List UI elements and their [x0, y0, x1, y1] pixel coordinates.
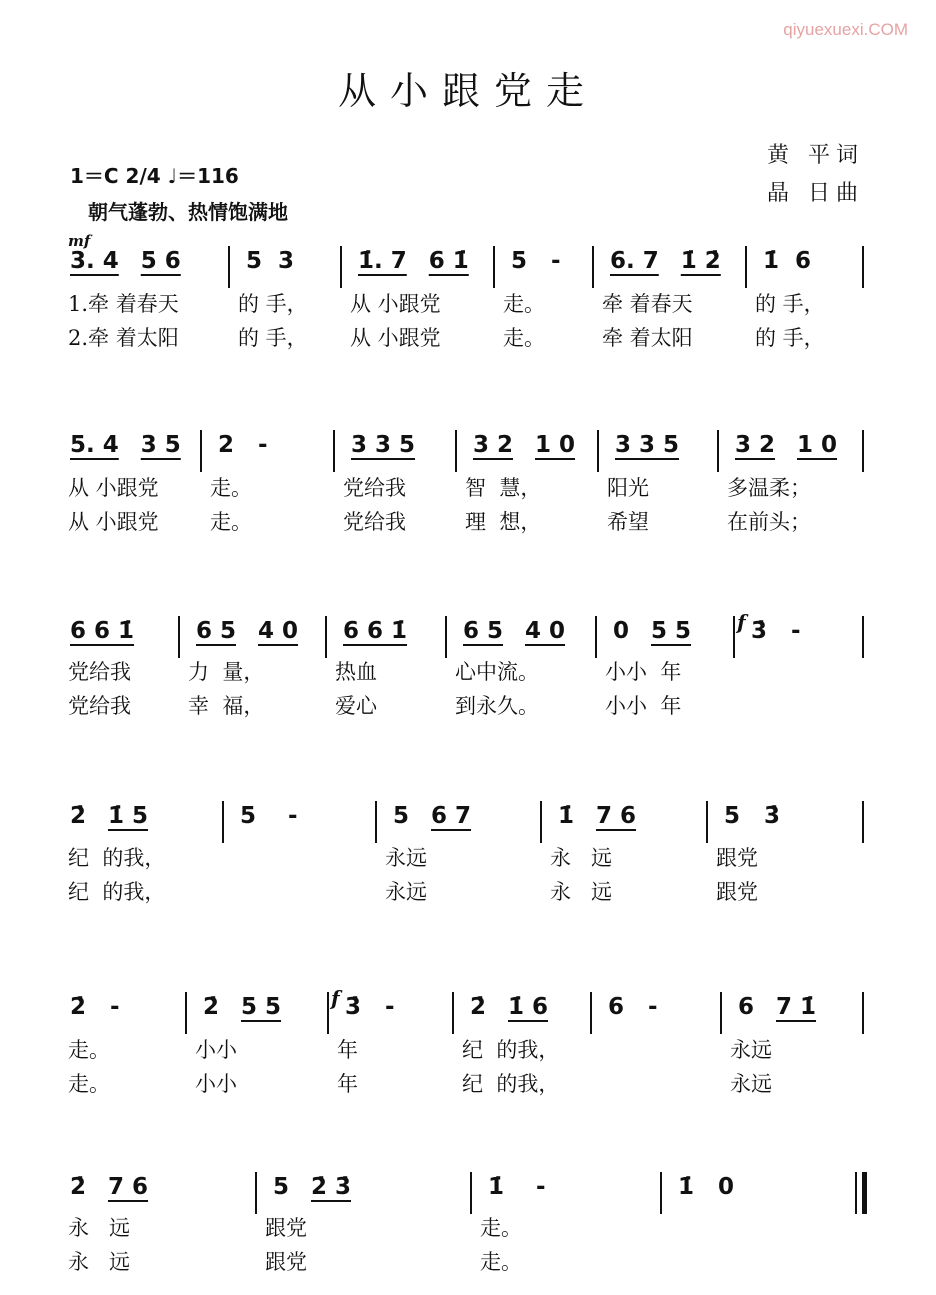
music-row	[0, 430, 936, 540]
lyric-verse-1: 从 小跟党	[68, 476, 159, 500]
lyric-verse-2: 从 小跟党	[350, 326, 441, 350]
barline	[255, 1172, 257, 1214]
note-group: 4 0	[258, 618, 299, 644]
barline	[325, 616, 327, 658]
barline	[333, 430, 335, 472]
measure	[70, 994, 120, 1020]
barline	[595, 616, 597, 658]
measure	[488, 1174, 546, 1200]
music-row	[0, 246, 936, 356]
measure	[558, 803, 636, 829]
note-group: 5 5	[241, 994, 282, 1020]
barline	[660, 1172, 662, 1214]
note-group: 1̇ 2̇	[680, 248, 721, 274]
lyric-verse-1: 1.牵 着春天	[68, 292, 179, 316]
note-group: 2 -	[218, 432, 268, 458]
lyric-verse-2: 走。	[210, 510, 252, 534]
lyric-verse-2: 走。	[480, 1250, 522, 1274]
lyric-verse-2: 纪 的我，	[68, 880, 166, 904]
measure	[735, 432, 837, 458]
lyric-verse-1: 走。	[68, 1038, 110, 1062]
lyric-verse-1: 力 量，	[188, 660, 265, 684]
lyric-verse-1: 永 远	[550, 846, 613, 870]
note-group: 7 6	[108, 1174, 149, 1200]
song-title: 从小跟党走	[337, 69, 598, 113]
lyric-verse-2: 的 手，	[238, 326, 308, 350]
measure	[196, 618, 298, 644]
barline	[733, 616, 735, 658]
lyric-verse-2: 年	[337, 1072, 358, 1096]
note-group: 1 0	[535, 432, 576, 458]
lyric-verse-2: 走。	[503, 326, 545, 350]
note-group: 1̇ 5	[108, 803, 149, 829]
note-group: 5 -	[240, 803, 298, 829]
lyric-verse-1: 小小	[195, 1038, 237, 1062]
lyric-verse-2: 到永久。	[455, 694, 539, 718]
note-group: 3 2	[735, 432, 776, 458]
key-signature: 1＝C 2/4 ♩＝116	[70, 164, 239, 188]
lyric-verse-2: 牵 着太阳	[602, 326, 693, 350]
lyric-verse-1: 跟党	[716, 846, 758, 870]
note-group: 3 2	[473, 432, 514, 458]
dynamic-f: f	[737, 610, 746, 634]
barline	[717, 430, 719, 472]
composer-credit: 晶 日曲	[767, 181, 864, 206]
barline	[178, 616, 180, 658]
dynamic-mf: mf	[68, 232, 91, 250]
lyric-verse-2: 幸 福，	[188, 694, 265, 718]
lyric-verse-1: 纪 的我，	[68, 846, 166, 870]
measure	[613, 618, 691, 644]
music-row	[0, 986, 936, 1102]
barline	[597, 430, 599, 472]
note-group: 6. 7	[610, 248, 659, 274]
note-group: 6 5	[463, 618, 504, 644]
barline	[862, 992, 864, 1034]
lyric-verse-1: 党给我	[68, 660, 131, 684]
measure	[738, 994, 816, 1020]
barline	[375, 801, 377, 843]
measure	[343, 618, 407, 644]
lyric-verse-1: 永 远	[68, 1216, 131, 1240]
note-group: 6 -	[608, 994, 658, 1020]
note-group: 5 3̇	[724, 803, 781, 829]
lyric-verse-2: 永远	[385, 880, 427, 904]
note-group: 2̇	[203, 994, 220, 1020]
measure	[463, 618, 565, 644]
measure	[358, 248, 469, 274]
note-group: 6 6 1̇	[343, 618, 408, 644]
barline	[862, 616, 864, 658]
lyric-verse-1: 年	[337, 1038, 358, 1062]
lyric-verse-2: 永 远	[550, 880, 613, 904]
measure	[70, 618, 134, 644]
tempo-mark: 朝气蓬勃、热情饱满地	[88, 200, 288, 224]
barline	[327, 992, 329, 1034]
note-group: 3 3 5	[351, 432, 416, 458]
barline	[540, 801, 542, 843]
lyric-verse-1: 跟党	[265, 1216, 307, 1240]
measure	[70, 432, 181, 458]
lyric-verse-2: 理 想，	[465, 510, 542, 534]
note-group: 1̇	[558, 803, 575, 829]
measure	[218, 432, 268, 458]
lyric-verse-2: 小小	[195, 1072, 237, 1096]
note-group: 7 1̇	[776, 994, 817, 1020]
lyricist-credit: 黄 平词	[767, 143, 864, 168]
note-group: 5 5	[651, 618, 692, 644]
measure	[724, 803, 780, 829]
barline	[222, 801, 224, 843]
note-group: 5 6	[140, 248, 181, 274]
note-group: 3̇ -	[345, 994, 395, 1020]
lyric-verse-1: 走。	[480, 1216, 522, 1240]
measure	[608, 994, 658, 1020]
lyric-verse-2: 2.牵 着太阳	[68, 326, 179, 350]
measure	[240, 803, 298, 829]
barline	[493, 246, 495, 288]
barline	[590, 992, 592, 1034]
barline	[862, 801, 864, 843]
note-group: 5 -	[511, 248, 561, 274]
lyric-verse-2: 希望	[607, 510, 649, 534]
note-group: 6	[738, 994, 755, 1020]
lyric-verse-1: 走。	[210, 476, 252, 500]
note-group: 1̇ 6	[763, 248, 812, 274]
note-group: 0	[613, 618, 630, 644]
measure	[70, 1174, 148, 1200]
lyric-verse-2: 小小 年	[605, 694, 682, 718]
lyric-verse-2: 纪 的我，	[462, 1072, 560, 1096]
lyric-verse-1: 党给我	[343, 476, 406, 500]
barline	[452, 992, 454, 1034]
lyric-verse-2: 爱心	[335, 694, 377, 718]
lyric-verse-1: 小小 年	[605, 660, 682, 684]
lyric-verse-2: 永远	[730, 1072, 772, 1096]
note-group: 1̇ 0	[678, 1174, 735, 1200]
lyric-verse-2: 党给我	[68, 694, 131, 718]
note-group: 7 6	[596, 803, 637, 829]
measure	[70, 248, 181, 274]
lyric-verse-1: 纪 的我，	[462, 1038, 560, 1062]
lyric-verse-1: 从 小跟党	[350, 292, 441, 316]
measure	[470, 994, 548, 1020]
lyric-verse-1: 走。	[503, 292, 545, 316]
music-row	[0, 610, 936, 726]
note-group: 1 0	[797, 432, 838, 458]
lyric-verse-1: 多温柔；	[727, 476, 811, 500]
final-barline	[862, 1172, 867, 1214]
note-group: 6 6 1̇	[70, 618, 135, 644]
measure	[393, 803, 471, 829]
measure	[751, 618, 801, 644]
note-group: 5	[273, 1174, 290, 1200]
note-group: 2̇ 3̇	[311, 1174, 352, 1200]
music-row	[0, 1172, 936, 1282]
barline	[455, 430, 457, 472]
barline	[862, 246, 864, 288]
note-group: 1̇ -	[488, 1174, 546, 1200]
lyric-verse-2: 党给我	[343, 510, 406, 534]
lyric-verse-2: 的 手，	[755, 326, 825, 350]
music-row	[0, 801, 936, 911]
lyric-verse-1: 心中流。	[455, 660, 539, 684]
lyric-verse-1: 牵 着春天	[602, 292, 693, 316]
note-group: 2̇	[70, 1174, 87, 1200]
measure	[763, 248, 811, 274]
lyric-verse-1: 永远	[730, 1038, 772, 1062]
lyric-verse-2: 走。	[68, 1072, 110, 1096]
measure	[615, 432, 679, 458]
note-group: 1̇. 7	[358, 248, 407, 274]
barline	[862, 430, 864, 472]
barline	[745, 246, 747, 288]
lyric-verse-1: 智 慧，	[465, 476, 542, 500]
measure	[610, 248, 721, 274]
note-group: 5. 4	[70, 432, 119, 458]
barline	[720, 992, 722, 1034]
barline	[592, 246, 594, 288]
measure	[246, 248, 294, 274]
note-group: 1̇ 6	[508, 994, 549, 1020]
measure	[203, 994, 281, 1020]
measure	[273, 1174, 351, 1200]
lyric-verse-1: 永远	[385, 846, 427, 870]
barline	[200, 430, 202, 472]
note-group: 2̇	[70, 803, 87, 829]
lyric-verse-2: 跟党	[265, 1250, 307, 1274]
lyric-verse-2: 在前头；	[727, 510, 811, 534]
note-group: 4 0	[525, 618, 566, 644]
lyric-verse-2: 跟党	[716, 880, 758, 904]
barline	[445, 616, 447, 658]
watermark: qiyuexuexi.COM	[783, 20, 908, 39]
note-group: 5 3	[246, 248, 295, 274]
measure	[678, 1174, 734, 1200]
measure	[351, 432, 415, 458]
lyric-verse-2: 永 远	[68, 1250, 131, 1274]
measure	[511, 248, 561, 274]
barline	[855, 1172, 857, 1214]
note-group: 6 5	[196, 618, 237, 644]
barline	[228, 246, 230, 288]
note-group: 3. 4	[70, 248, 119, 274]
lyric-verse-1: 的 手，	[238, 292, 308, 316]
barline	[470, 1172, 472, 1214]
measure	[70, 803, 148, 829]
note-group: 2̇	[470, 994, 487, 1020]
measure	[345, 994, 395, 1020]
lyric-verse-1: 热血	[335, 660, 377, 684]
lyric-verse-2: 从 小跟党	[68, 510, 159, 534]
note-group: 3 3 5	[615, 432, 680, 458]
barline	[340, 246, 342, 288]
barline	[185, 992, 187, 1034]
measure	[473, 432, 575, 458]
note-group: 6 7	[431, 803, 472, 829]
lyric-verse-1: 阳光	[607, 476, 649, 500]
note-group: 6 1̇	[428, 248, 469, 274]
barline	[706, 801, 708, 843]
note-group: 5	[393, 803, 410, 829]
note-group: 3 5	[140, 432, 181, 458]
dynamic-f: f	[331, 986, 340, 1010]
note-group: 3̇ -	[751, 618, 801, 644]
note-group: 2̇ -	[70, 994, 120, 1020]
lyric-verse-1: 的 手，	[755, 292, 825, 316]
